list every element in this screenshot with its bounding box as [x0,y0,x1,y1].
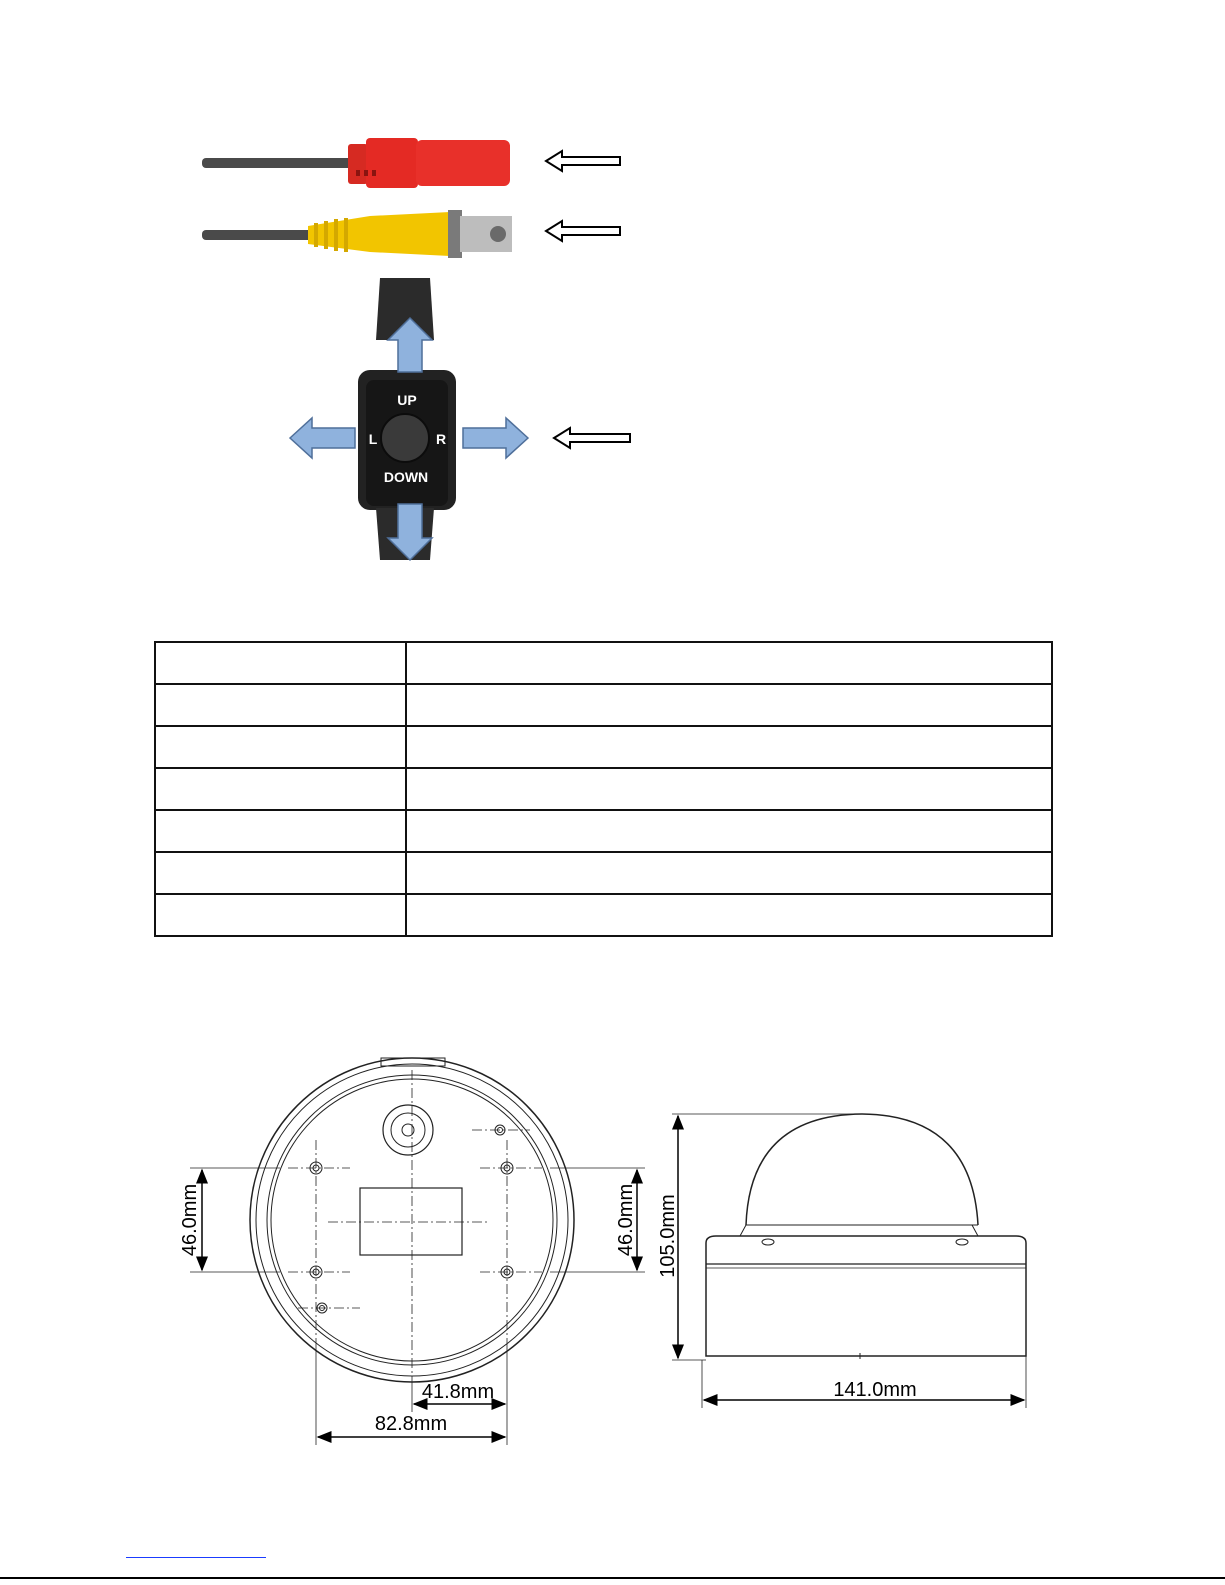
video-connector [202,210,512,258]
table-row [155,894,1052,936]
bottom-inner-width-label: 41.8mm [421,1381,495,1403]
table-cell-key [155,684,406,726]
left-arrow-icon [290,418,355,458]
side-view-drawing [672,1114,1026,1408]
bottom-right-height-label: 46.0mm [615,1183,637,1257]
up-label: UP [397,392,417,408]
table-cell-value [406,894,1052,936]
table-row [155,684,1052,726]
bottom-left-height-label: 46.0mm [179,1183,201,1257]
left-label: L [368,431,378,447]
dimension-drawings [150,1040,1050,1460]
table-cell-value [406,684,1052,726]
table-cell-key [155,726,406,768]
table-cell-key [155,894,406,936]
spec-table [154,641,1053,937]
table-row [155,768,1052,810]
video-arrow-icon [546,221,620,241]
table-cell-value [406,768,1052,810]
table-cell-key [155,810,406,852]
table-cell-value [406,852,1052,894]
right-label: R [435,431,447,447]
table-cell-value [406,726,1052,768]
table-cell-value [406,642,1052,684]
cable-connectors-figure [180,120,660,570]
bottom-outer-width-label: 82.8mm [374,1413,448,1435]
osd-pointer-arrow-icon [554,428,630,448]
table-row [155,642,1052,684]
side-width-label: 141.0mm [833,1379,917,1401]
side-height-label: 105.0mm [657,1194,679,1278]
right-arrow-icon [463,418,528,458]
table-cell-value [406,810,1052,852]
table-cell-key [155,642,406,684]
down-label: DOWN [383,469,429,485]
power-connector [202,138,510,188]
footer-link-underline [126,1557,266,1558]
power-arrow-icon [546,151,620,171]
table-row [155,852,1052,894]
table-cell-key [155,852,406,894]
table-row [155,726,1052,768]
bottom-view-drawing [190,1058,645,1445]
table-row [155,810,1052,852]
table-cell-key [155,768,406,810]
footer-divider [0,1577,1225,1579]
